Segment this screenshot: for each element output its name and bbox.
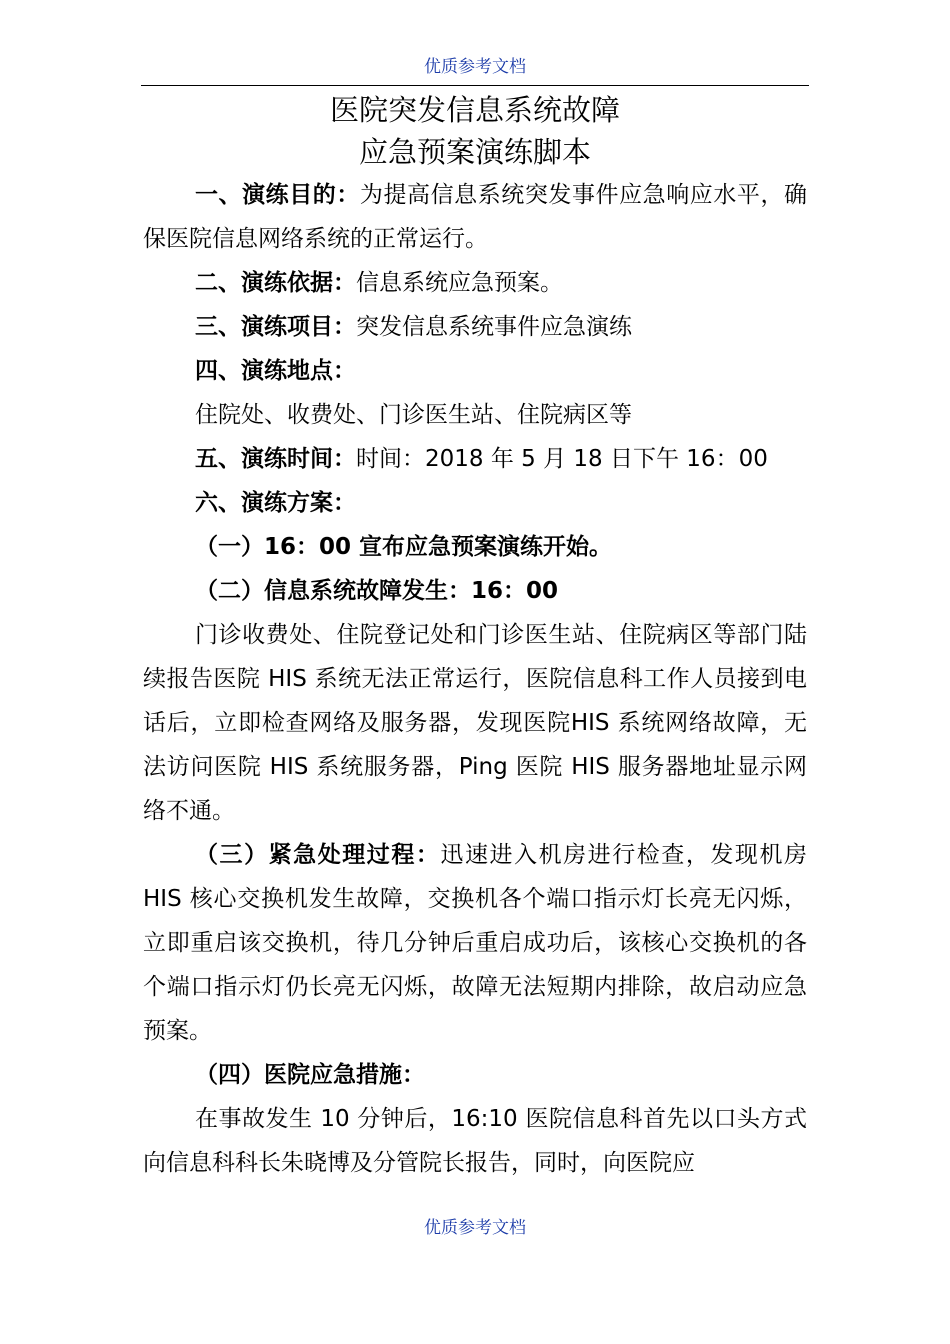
section-basis [143,261,807,305]
page-header: 优质参考文档 [424,57,526,77]
document-title-line1: 医院突发信息系统故障 [329,93,620,127]
plan-step-1-label: （一）16：00 宣布应急预案演练开始。 [195,534,613,560]
section-location-text: 住院处、收费处、门诊医生站、住院病区等 [195,402,632,428]
document-body [143,173,807,1185]
section-purpose-text: 为提高信息系统突发事件应急响应水平，确保医院信息网络系统的正常运行。 [143,182,808,252]
section-basis-label: 二、演练依据： [195,270,356,296]
section-project-label: 三、演练项目： [195,314,356,340]
plan-step-1 [143,525,807,569]
plan-step-4 [143,1053,807,1097]
section-time [143,437,807,481]
section-purpose [143,173,807,261]
section-plan [143,481,807,525]
page-footer: 优质参考文档 [424,1218,526,1238]
plan-step-2-text: 门诊收费处、住院登记处和门诊医生站、住院病区等部门陆续报告医院 HIS 系统无法正常运行，医院信息科工作人员接到电话后，立即检查网络及服务器，发现医院HIS 系统网络故障，无法访问医院 HIS 系统服务器，Ping 医院 HIS 服务器地址显示网络不通。 [143,622,807,824]
header-rule [141,85,809,86]
plan-step-4-label: （四）医院应急措施： [195,1062,425,1088]
plan-step-3 [143,833,807,1053]
section-purpose-label: 一、演练目的： [195,182,360,208]
section-project-text: 突发信息系统事件应急演练 [356,314,632,340]
plan-step-4-text: 在事故发生 10 分钟后，16:10 医院信息科首先以口头方式向信息科科长朱晓博及分管院长报告，同时，向医院应 [143,1106,807,1176]
section-location [143,349,807,393]
plan-step-2 [143,569,807,613]
section-time-text: 时间：2018 年 5 月 18 日下午 16：00 [356,446,768,472]
section-time-label: 五、演练时间： [195,446,356,472]
plan-step-2-label: （二）信息系统故障发生：16：00 [195,578,559,604]
plan-step-3-label: （三）紧急处理过程： [195,842,441,868]
section-basis-text: 信息系统应急预案。 [356,270,563,296]
document-title-line2: 应急预案演练脚本 [358,135,591,169]
section-plan-label: 六、演练方案： [195,490,356,516]
plan-step-3-text: 迅速进入机房进行检查，发现机房 HIS 核心交换机发生故障，交换机各个端口指示灯长亮无闪烁，立即重启该交换机，待几分钟后重启成功后，该核心交换机的各个端口指示灯仍长亮无闪烁，故障无法短期内排除，故启动应急预案。 [143,842,808,1044]
section-location-label: 四、演练地点： [195,358,356,384]
section-project [143,305,807,349]
